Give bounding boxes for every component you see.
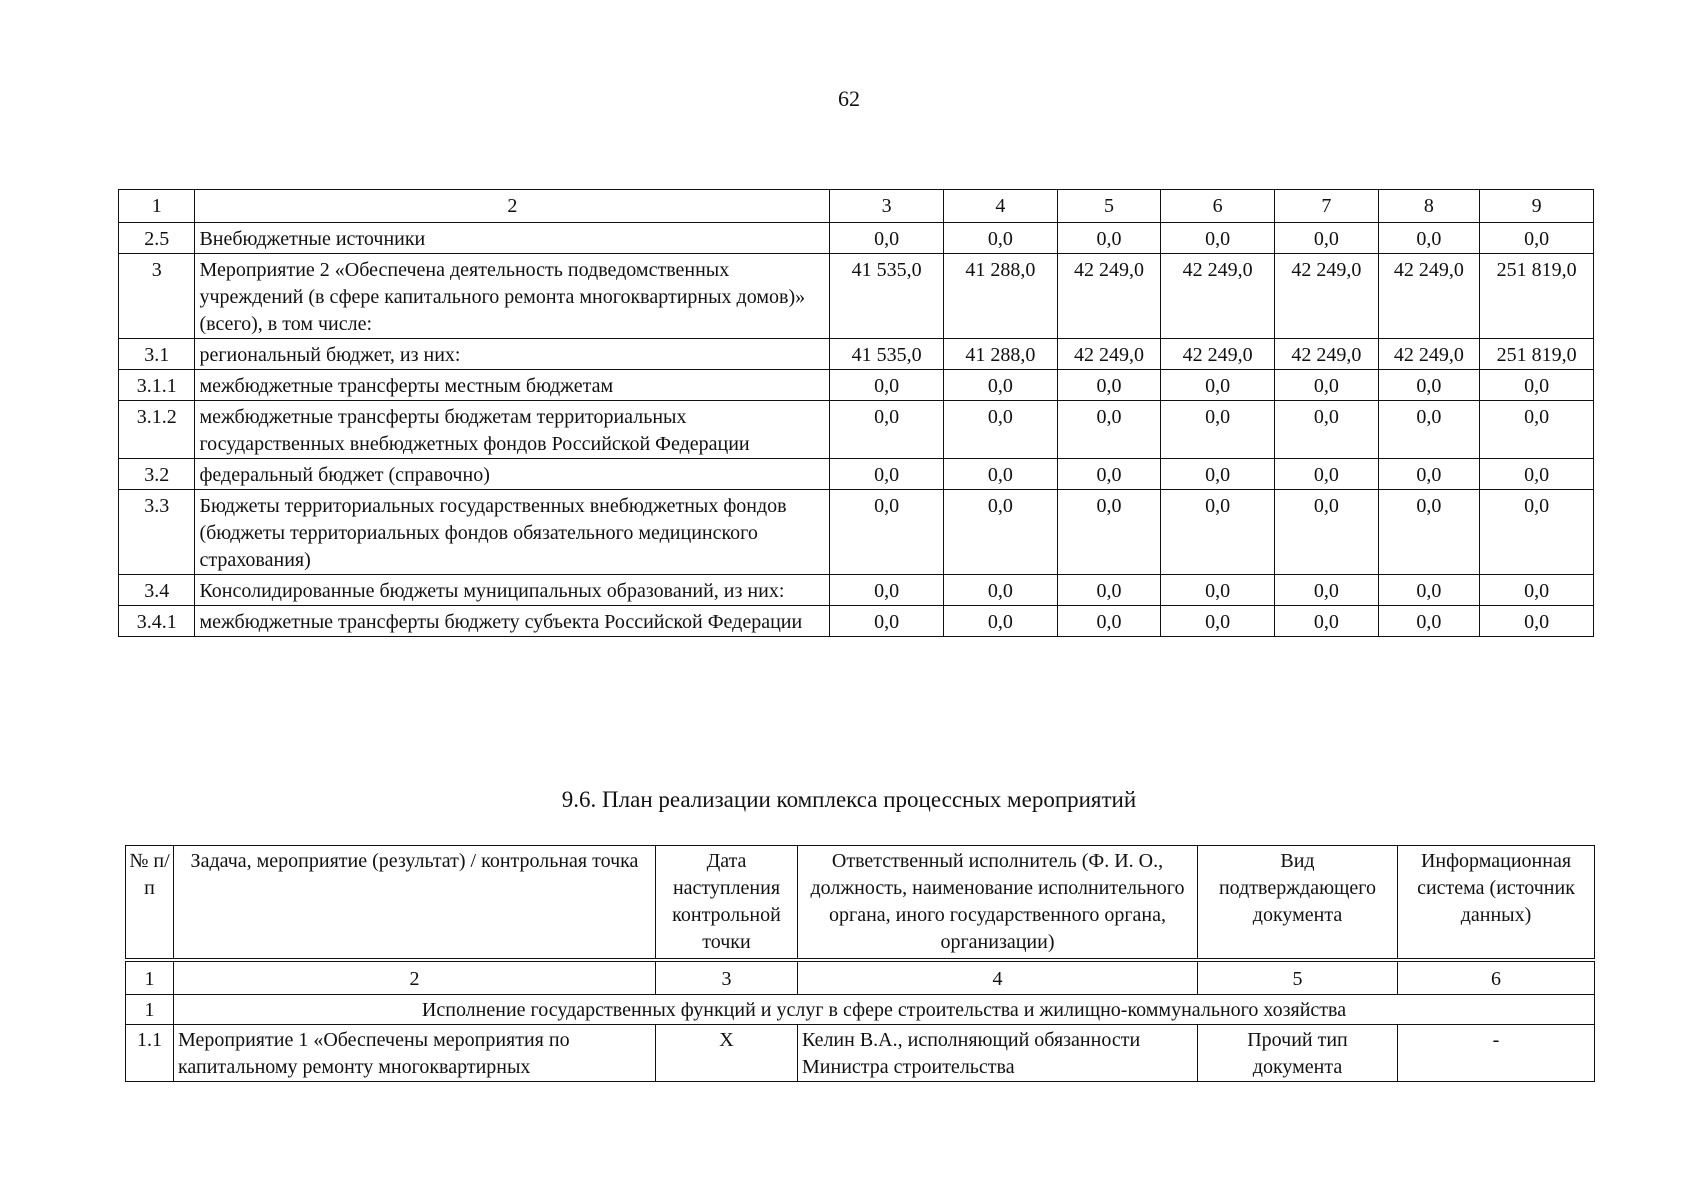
finance-row-value: 0,0 xyxy=(1480,370,1594,401)
finance-row-name: межбюджетные трансферты местным бюджетам xyxy=(195,370,830,401)
finance-row-value: 0,0 xyxy=(1378,223,1480,254)
finance-row-code: 3.1.2 xyxy=(119,401,195,459)
finance-header-cell: 1 xyxy=(119,190,195,223)
finance-row-value: 0,0 xyxy=(1057,490,1161,575)
finance-header-cell: 6 xyxy=(1161,190,1275,223)
finance-row-code: 2.5 xyxy=(119,223,195,254)
page-number: 62 xyxy=(838,86,860,111)
finance-row-value: 42 249,0 xyxy=(1275,254,1379,339)
finance-row-value: 41 535,0 xyxy=(830,339,944,370)
finance-row-value: 42 249,0 xyxy=(1378,254,1480,339)
finance-row-value: 0,0 xyxy=(1480,223,1594,254)
row-num: 1.1 xyxy=(126,1025,174,1082)
finance-row-value: 0,0 xyxy=(1057,575,1161,606)
finance-row-value: 0,0 xyxy=(1480,490,1594,575)
finance-header-cell: 7 xyxy=(1275,190,1379,223)
finance-header-row xyxy=(119,190,1594,223)
finance-row-value: 0,0 xyxy=(1275,606,1379,637)
column-number: 1 xyxy=(126,960,174,995)
finance-row-value: 0,0 xyxy=(1161,606,1275,637)
finance-row-value: 0,0 xyxy=(1275,459,1379,490)
finance-row-value: 0,0 xyxy=(830,401,944,459)
finance-header-cell: 8 xyxy=(1378,190,1480,223)
column-number: 4 xyxy=(798,960,1198,995)
finance-row-name: межбюджетные трансферты бюджету субъекта Российской Федерации xyxy=(195,606,830,637)
header-num: № п/п xyxy=(126,846,174,961)
task-num: 1 xyxy=(126,995,174,1025)
finance-row-value: 251 819,0 xyxy=(1480,254,1594,339)
finance-row-value: 0,0 xyxy=(944,490,1058,575)
finance-row-value: 0,0 xyxy=(1161,370,1275,401)
finance-row-value: 42 249,0 xyxy=(1057,254,1161,339)
finance-row-value: 0,0 xyxy=(944,575,1058,606)
column-number-row xyxy=(126,960,1595,995)
finance-header-cell: 5 xyxy=(1057,190,1161,223)
finance-row-value: 0,0 xyxy=(830,575,944,606)
finance-row-value: 42 249,0 xyxy=(1057,339,1161,370)
finance-row-value: 41 535,0 xyxy=(830,254,944,339)
finance-row-value: 0,0 xyxy=(1480,401,1594,459)
column-number: 3 xyxy=(656,960,798,995)
finance-row-value: 0,0 xyxy=(1480,575,1594,606)
finance-row-value: 0,0 xyxy=(1161,575,1275,606)
finance-row-value: 0,0 xyxy=(830,370,944,401)
finance-row-value: 0,0 xyxy=(1480,459,1594,490)
finance-row-value: 0,0 xyxy=(944,459,1058,490)
finance-row-value: 0,0 xyxy=(830,606,944,637)
finance-row-value: 0,0 xyxy=(1378,370,1480,401)
finance-row-value: 0,0 xyxy=(1161,223,1275,254)
finance-row xyxy=(119,459,1594,490)
finance-row-value: 41 288,0 xyxy=(944,339,1058,370)
column-number: 2 xyxy=(174,960,656,995)
plan-table xyxy=(125,845,1595,1082)
finance-row-code: 3.1.1 xyxy=(119,370,195,401)
finance-row-code: 3.2 xyxy=(119,459,195,490)
column-number: 5 xyxy=(1198,960,1398,995)
column-number: 6 xyxy=(1398,960,1595,995)
plan-header-row xyxy=(126,846,1595,961)
finance-row xyxy=(119,339,1594,370)
finance-row-value: 0,0 xyxy=(1161,490,1275,575)
task-row xyxy=(126,995,1595,1025)
plan-row xyxy=(126,1025,1595,1082)
finance-row-value: 0,0 xyxy=(944,401,1058,459)
finance-row-name: Бюджеты территориальных государственных внебюджетных фондов (бюджеты территориальных фондов обязательного медицинского страхования) xyxy=(195,490,830,575)
finance-row-value: 0,0 xyxy=(1378,490,1480,575)
finance-table xyxy=(118,189,1594,637)
finance-row-value: 0,0 xyxy=(1057,370,1161,401)
finance-row-value: 0,0 xyxy=(1378,575,1480,606)
row-name: Мероприятие 1 «Обеспечены мероприятия по капитальному ремонту многоквартирных xyxy=(174,1025,656,1082)
finance-row-value: 0,0 xyxy=(1275,490,1379,575)
row-responsible: Келин В.А., исполняющий обязанности Министра строительства xyxy=(798,1025,1198,1082)
finance-row-code: 3.1 xyxy=(119,339,195,370)
finance-row xyxy=(119,575,1594,606)
finance-row-code: 3.3 xyxy=(119,490,195,575)
row-system: - xyxy=(1398,1025,1595,1082)
finance-row-name: Консолидированные бюджеты муниципальных образований, из них: xyxy=(195,575,830,606)
section-title: 9.6. План реализации комплекса процессных мероприятий xyxy=(561,787,1137,812)
finance-row-value: 41 288,0 xyxy=(944,254,1058,339)
finance-row-value: 251 819,0 xyxy=(1480,339,1594,370)
finance-row-name: Внебюджетные источники xyxy=(195,223,830,254)
finance-row xyxy=(119,490,1594,575)
finance-row-value: 0,0 xyxy=(1275,223,1379,254)
finance-row xyxy=(119,401,1594,459)
header-date: Дата наступления контрольной точки xyxy=(656,846,798,961)
finance-row xyxy=(119,254,1594,339)
finance-row-value: 0,0 xyxy=(944,606,1058,637)
finance-row-value: 0,0 xyxy=(1057,606,1161,637)
finance-row xyxy=(119,606,1594,637)
finance-row-value: 0,0 xyxy=(944,223,1058,254)
finance-header-cell: 3 xyxy=(830,190,944,223)
header-system: Информационная система (источник данных) xyxy=(1398,846,1595,961)
finance-row-value: 0,0 xyxy=(1057,223,1161,254)
task-text: Исполнение государственных функций и услуг в сфере строительства и жилищно-коммунального хозяйства xyxy=(174,995,1595,1025)
finance-row-value: 42 249,0 xyxy=(1161,254,1275,339)
finance-row-value: 0,0 xyxy=(1161,401,1275,459)
finance-row-value: 0,0 xyxy=(1480,606,1594,637)
finance-row-value: 0,0 xyxy=(1275,370,1379,401)
finance-row-value: 0,0 xyxy=(944,370,1058,401)
row-document: Прочий тип документа xyxy=(1198,1025,1398,1082)
header-document: Вид подтверждающего документа xyxy=(1198,846,1398,961)
finance-row-value: 0,0 xyxy=(830,490,944,575)
finance-header-cell: 2 xyxy=(195,190,830,223)
finance-row-value: 0,0 xyxy=(1378,459,1480,490)
finance-row-value: 0,0 xyxy=(830,459,944,490)
header-responsible: Ответственный исполнитель (Ф. И. О., должность, наименование исполнительного органа, иного государственного органа, организации) xyxy=(798,846,1198,961)
header-task: Задача, мероприятие (результат) / контрольная точка xyxy=(174,846,656,961)
finance-row-value: 0,0 xyxy=(1057,401,1161,459)
finance-row-code: 3 xyxy=(119,254,195,339)
finance-row-name: межбюджетные трансферты бюджетам территориальных государственных внебюджетных фондов Российской Федерации xyxy=(195,401,830,459)
finance-row xyxy=(119,370,1594,401)
finance-row-value: 0,0 xyxy=(1378,401,1480,459)
finance-row-code: 3.4.1 xyxy=(119,606,195,637)
finance-row xyxy=(119,223,1594,254)
finance-row-code: 3.4 xyxy=(119,575,195,606)
finance-row-value: 0,0 xyxy=(1275,401,1379,459)
finance-row-value: 0,0 xyxy=(1161,459,1275,490)
finance-row-name: федеральный бюджет (справочно) xyxy=(195,459,830,490)
finance-row-value: 42 249,0 xyxy=(1161,339,1275,370)
finance-row-value: 0,0 xyxy=(1275,575,1379,606)
finance-row-value: 0,0 xyxy=(1057,459,1161,490)
finance-header-cell: 4 xyxy=(944,190,1058,223)
row-date: Х xyxy=(656,1025,798,1082)
finance-row-name: Мероприятие 2 «Обеспечена деятельность подведомственных учреждений (в сфере капитального ремонта многоквартирных домов)» (всего), в том числе: xyxy=(195,254,830,339)
finance-header-cell: 9 xyxy=(1480,190,1594,223)
finance-row-name: региональный бюджет, из них: xyxy=(195,339,830,370)
finance-row-value: 42 249,0 xyxy=(1275,339,1379,370)
finance-row-value: 0,0 xyxy=(1378,606,1480,637)
finance-row-value: 42 249,0 xyxy=(1378,339,1480,370)
finance-row-value: 0,0 xyxy=(830,223,944,254)
